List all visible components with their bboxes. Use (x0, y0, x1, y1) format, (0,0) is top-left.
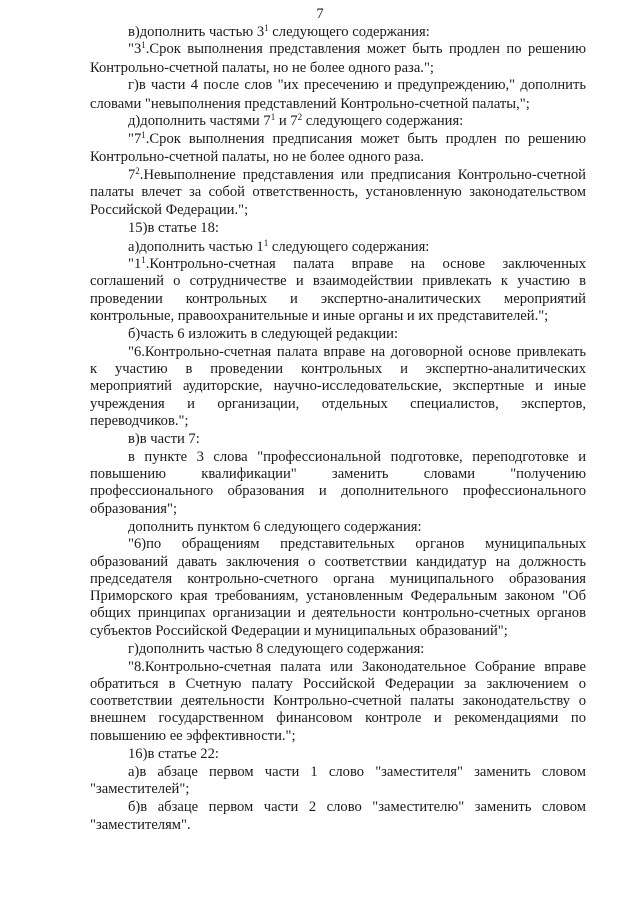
text-line: субъектов Российской Федерации и муниципальных образований"; (90, 622, 508, 639)
text-line: а)дополнить частью $1^1$ следующего содержания: (128, 237, 430, 255)
text-line: палаты влечет за собой ответственность, установленную законодательством (90, 184, 586, 201)
text-line: образований давать заключения о соответствии кандидатур на должность (90, 553, 586, 570)
text-line: в)дополнить частью $3^1$ следующего содержания: (128, 23, 430, 40)
text-line: Контрольно-счетной палаты, но не более одного раза. (90, 148, 424, 165)
text-line: д)дополнить частями $7^1$ и $7^2$ следующего содержания: (128, 111, 464, 129)
text-line: "заместителей"; (90, 780, 190, 797)
text-line: а)в абзаце первом части 1 слово "заместителя" заменить словом (128, 763, 586, 780)
text-line: "$3^1.Срок$ выполнения представления может быть продлен по решению (128, 40, 586, 58)
text-line: дополнить пунктом 6 следующего содержания: (128, 519, 422, 535)
text-line: $7^2.Невыполнение$ представления или предписания Контрольно-счетной (128, 166, 586, 184)
text-line: г)в части 4 после слов "их пресечению и предупреждению," дополнить (128, 77, 586, 94)
text-line: внешнем государственном финансовом контроле и рекомендациями по (90, 710, 586, 727)
text-line: переводчиков."; (90, 412, 189, 429)
text-line: образования"; (90, 500, 177, 517)
text-line: словами "невыполнения представлений Контрольно-счетной палаты,"; (90, 95, 530, 112)
text-line: в)в части 7: (128, 431, 200, 448)
text-line: 15)в статье 18: (128, 220, 219, 237)
text-line: мероприятий аудиторские, научно-исследовательские, экспертные и иные (90, 378, 586, 395)
text-line: Контрольно-счетной палаты, но не более одного раза."; (90, 59, 434, 76)
text-line: "6)по обращениям представительных органов муниципальных (128, 536, 586, 553)
text-line: соответствии деятельности Контрольно-счетной палаты законодательству о (90, 693, 586, 710)
page-number: 7 (316, 6, 324, 22)
text-line: в пункте 3 слова "профессиональной подготовке, переподготовке и (128, 448, 586, 465)
text-line: Российской Федерации."; (90, 201, 249, 218)
text-line: "8.Контрольно-счетная палата или Законодательное Собрание вправе (128, 658, 586, 675)
text-line: Приморского края требованиям, установленным Федеральным законом "Об (90, 588, 586, 605)
text-line: председателя контрольно-счетного органа муниципального образования (90, 570, 586, 587)
text-line: "заместителям". (90, 816, 191, 833)
text-line: "6.Контрольно-счетная палата вправе на договорной основе привлекать (128, 343, 586, 360)
document-body (90, 24, 586, 834)
text-line: учреждения и организации, отдельных специалистов, экспертов, (90, 395, 586, 412)
text-line: профессионального образования и дополнительного профессионального (90, 483, 586, 500)
text-line: б)часть 6 изложить в следующей редакции: (128, 326, 399, 343)
text-line: г)дополнить частью 8 следующего содержания: (128, 641, 425, 658)
text-line: повышению ее эффективности."; (90, 727, 296, 744)
text-line: 16)в статье 22: (128, 746, 219, 763)
text-line: проведении контрольных и экспертно-аналитических мероприятий (90, 290, 586, 307)
text-line: соглашений о сотрудничестве и взаимодействии привлекать к участию в (90, 273, 586, 290)
text-line: "$7^1.Срок$ выполнения предписания может быть продлен по решению (128, 130, 586, 148)
text-line: обратиться в Счетную палату Российской Федерации за заключением о (90, 675, 586, 692)
text-line: к участию в проведении контрольных и экспертно-аналитических (90, 360, 586, 377)
text-line: "$1^1.Контрольно$-счетная палата вправе на основе заключенных (128, 254, 586, 272)
text-line: повышению квалификации" заменить словами "получению (90, 465, 586, 482)
text-line: контрольные, правоохранительные и иные органы и их представителей."; (90, 307, 549, 324)
text-line: общих принципах организации и деятельности контрольно-счетных органов (90, 605, 586, 622)
text-line: б)в абзаце первом части 2 слово "заместителю" заменить словом (128, 799, 586, 816)
